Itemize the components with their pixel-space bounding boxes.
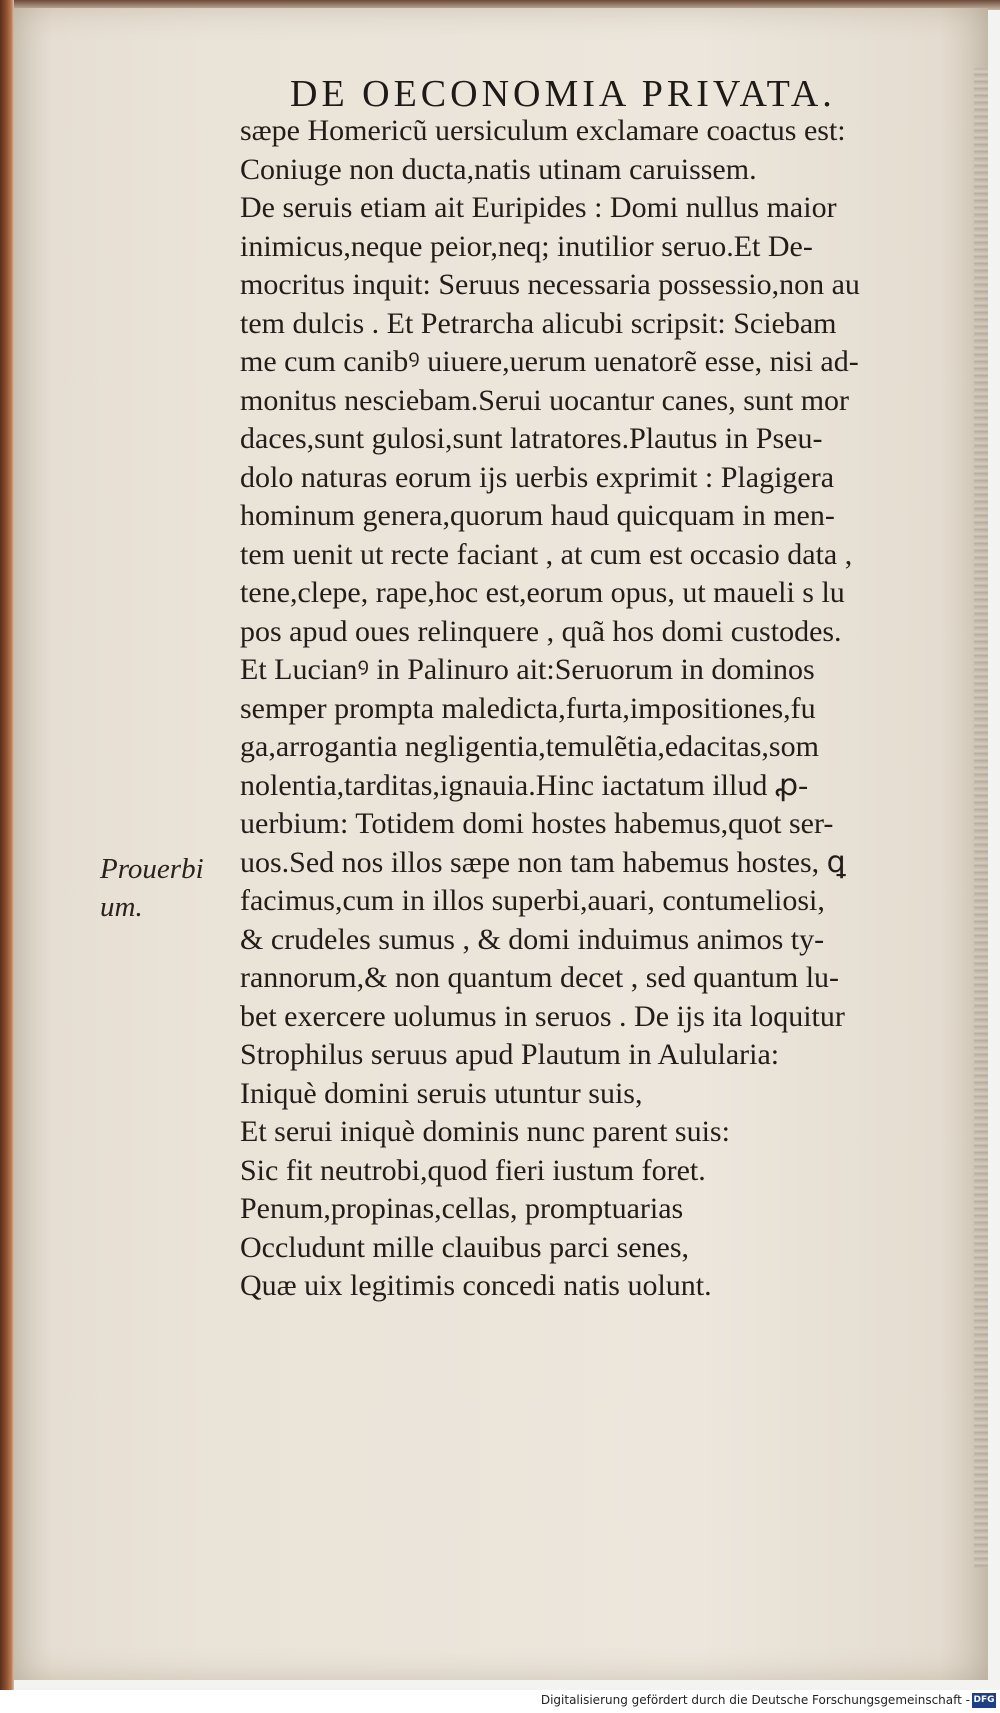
text-line: Strophilus seruus apud Plautum in Aulularia: <box>240 1038 780 1071</box>
book-binding-edge <box>0 0 14 1690</box>
text-line: sæpe Homericũ uersiculum exclamare coactus est: <box>240 114 846 147</box>
text-line: ga,arrogantia negligentia,temulẽtia,edacitas,som <box>240 730 819 763</box>
text-line: tem dulcis . Et Petrarcha alicubi scripsit: Sciebam <box>240 306 837 340</box>
text-line: nolentia,tarditas,ignauia.Hinc iactatum illud ꝓ- <box>240 768 809 802</box>
text-line: dolo naturas eorum ijs uerbis exprimit : Plagigera <box>240 460 835 494</box>
marginal-note <box>100 850 230 926</box>
text-line: Et Lucianꝰ in Palinuro ait:Seruorum in dominos <box>240 653 815 686</box>
text-line: bet exercere uolumus in seruos . De ijs ita loquitur <box>240 999 845 1033</box>
text-line: Occludunt mille clauibus parci senes, <box>240 1230 690 1264</box>
text-line: Sic fit neutrobi,quod fieri iustum foret. <box>240 1153 706 1187</box>
text-line: & crudeles sumus , & domi induimus animos ty- <box>240 922 825 956</box>
marginal-note-line: Prouerbi <box>100 853 204 885</box>
text-line: Et serui iniquè dominis nunc parent suis: <box>240 1115 730 1148</box>
text-line: Iniquè domini seruis utuntur suis, <box>240 1076 643 1110</box>
marginal-note-line: um. <box>100 891 143 923</box>
text-line: rannorum,& non quantum decet , sed quantum lu- <box>240 961 840 994</box>
text-line: tene,clepe, rape,hoc est,eorum opus, ut maueli s lu <box>240 576 845 609</box>
running-title: DE OECONOMIA PRIVATA. <box>290 73 836 115</box>
footer-bar <box>0 1690 1000 1713</box>
funding-credit: Digitalisierung gefördert durch die Deutsche Forschungsgemeinschaft - <box>540 1693 970 1707</box>
text-line: semper prompta maledicta,furta,impositiones,fu <box>240 691 816 725</box>
text-line: pos apud oues relinquere , quã hos domi custodes. <box>240 614 842 648</box>
text-line: mocritus inquit: Seruus necessaria possessio,non au <box>240 268 860 301</box>
text-line: uos.Sed nos illos sæpe non tam habemus hostes, ꝗ <box>240 845 846 879</box>
text-line: Coniuge non ducta,natis utinam caruissem. <box>240 152 757 186</box>
text-line: De seruis etiam ait Euripides : Domi nullus maior <box>240 191 837 224</box>
text-line: Penum,propinas,cellas, promptuarias <box>240 1192 684 1225</box>
text-line: uerbium: Totidem domi hostes habemus,quot ser- <box>240 807 834 840</box>
text-line: monitus nesciebam.Serui uocantur canes, sunt mor <box>240 383 850 417</box>
body-text <box>240 112 980 1306</box>
text-line: hominum genera,quorum haud quicquam in men- <box>240 499 835 532</box>
text-line: me cum canibꝰ uiuere,uerum uenatorẽ esse, nisi ad- <box>240 345 859 378</box>
text-line: inimicus,neque peior,neq; inutilior seruo.Et De- <box>240 229 813 263</box>
text-line: tem uenit ut recte faciant , at cum est occasio data , <box>240 537 853 571</box>
text-line: Quæ uix legitimis concedi natis uolunt. <box>240 1269 712 1302</box>
text-line: facimus,cum in illos superbi,auari, contumeliosi, <box>240 884 825 917</box>
text-line: daces,sunt gulosi,sunt latratores.Plautus in Pseu- <box>240 422 823 455</box>
dfg-logo: DFG <box>972 1693 996 1708</box>
